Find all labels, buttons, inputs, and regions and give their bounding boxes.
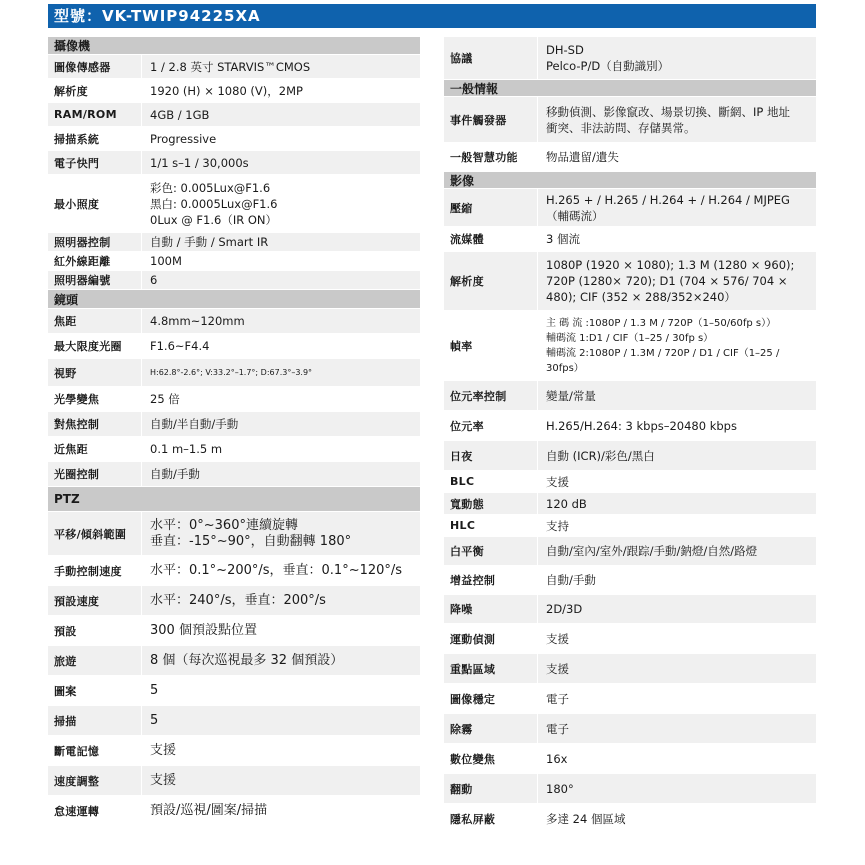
spec-value-line: 300 個預設點位置 bbox=[150, 622, 257, 638]
spec-value-line: 支援 bbox=[546, 631, 569, 646]
spec-label: HLC bbox=[444, 515, 538, 536]
spec-row bbox=[444, 684, 816, 714]
spec-label: 降噪 bbox=[444, 595, 538, 623]
section-header: 攝像機 bbox=[48, 37, 420, 55]
spec-value-line: 2D/3D bbox=[546, 602, 583, 616]
spec-value bbox=[142, 796, 420, 825]
spec-row bbox=[48, 586, 420, 616]
spec-value bbox=[142, 175, 420, 232]
spec-row bbox=[444, 566, 816, 595]
spec-value-line: 自動/室內/室外/跟踪/手動/鈉燈/自然/路燈 bbox=[546, 544, 758, 558]
spec-row bbox=[444, 311, 816, 381]
spec-column-left bbox=[48, 37, 420, 826]
spec-value-line: 16x bbox=[546, 751, 568, 766]
spec-value-line: 垂直：-15°~90°，自動翻轉 180° bbox=[150, 533, 352, 549]
spec-row bbox=[48, 151, 420, 175]
spec-value-line: 多達 24 個區域 bbox=[546, 811, 626, 826]
spec-row bbox=[444, 411, 816, 441]
spec-value bbox=[538, 441, 816, 470]
spec-value-line: 彩色: 0.005Lux@F1.6 bbox=[150, 180, 271, 195]
spec-row bbox=[444, 804, 816, 834]
spec-label: 光學變焦 bbox=[48, 387, 142, 411]
spec-row bbox=[444, 381, 816, 411]
spec-value bbox=[142, 252, 420, 270]
spec-row bbox=[48, 736, 420, 766]
spec-label: 預設 bbox=[48, 616, 142, 645]
spec-value bbox=[142, 387, 420, 411]
spec-row bbox=[48, 233, 420, 252]
spec-value-line: （輔碼流） bbox=[546, 208, 604, 223]
spec-value bbox=[538, 381, 816, 410]
spec-value-line: 8 個（每次巡視最多 32 個預設） bbox=[150, 652, 344, 668]
spec-row bbox=[48, 252, 420, 271]
spec-value-line: 支援 bbox=[150, 772, 177, 788]
spec-value-line: 水平：0.1°~200°/s，垂直：0.1°~120°/s bbox=[150, 562, 403, 578]
spec-value bbox=[538, 143, 816, 171]
spec-row bbox=[48, 359, 420, 387]
spec-value bbox=[538, 411, 816, 440]
spec-label: 光圈控制 bbox=[48, 462, 142, 486]
spec-column-right bbox=[444, 37, 816, 834]
spec-row bbox=[48, 127, 420, 151]
spec-row bbox=[444, 252, 816, 311]
spec-row bbox=[48, 387, 420, 412]
spec-value-line: 1920 (H) × 1080 (V)，2MP bbox=[150, 83, 303, 98]
spec-row bbox=[48, 412, 420, 437]
spec-value-line: 變量/常量 bbox=[546, 388, 596, 403]
spec-value-line: 720P (1280× 720); D1 (704 × 576/ 704 × bbox=[546, 274, 788, 288]
spec-label: 最大限度光圈 bbox=[48, 334, 142, 358]
spec-value bbox=[142, 359, 420, 386]
spec-value-line: 物品遺留/遺失 bbox=[546, 150, 619, 164]
spec-row bbox=[48, 646, 420, 676]
spec-value-line: 480); CIF (352 × 288/352×240） bbox=[546, 290, 736, 304]
spec-value bbox=[142, 616, 420, 645]
spec-value bbox=[538, 189, 816, 226]
spec-row bbox=[444, 774, 816, 804]
spec-label: BLC bbox=[444, 471, 538, 492]
section-header: 一般情報 bbox=[444, 80, 816, 97]
section-header: 影像 bbox=[444, 172, 816, 189]
spec-value bbox=[538, 537, 816, 565]
spec-label: 寬動態 bbox=[444, 493, 538, 514]
spec-value bbox=[142, 462, 420, 486]
spec-label: 手動控制速度 bbox=[48, 556, 142, 585]
spec-value-line: 25 倍 bbox=[150, 392, 180, 406]
spec-value-line: 自動/半自動/手動 bbox=[150, 417, 239, 431]
spec-row bbox=[48, 437, 420, 462]
spec-value bbox=[538, 714, 816, 743]
spec-value-line: 4.8mm~120mm bbox=[150, 314, 245, 328]
spec-value-line: DH-SD bbox=[546, 43, 584, 57]
spec-value-line: 5 bbox=[150, 682, 159, 698]
spec-label: 圖像傳感器 bbox=[48, 55, 142, 78]
spec-value bbox=[142, 127, 420, 150]
spec-label: 數位變焦 bbox=[444, 744, 538, 773]
spec-row bbox=[444, 441, 816, 471]
spec-value-line: 1 / 2.8 英寸 STARVIS™CMOS bbox=[150, 59, 311, 74]
spec-value-line: 120 dB bbox=[546, 496, 587, 511]
spec-row bbox=[48, 55, 420, 79]
spec-label: 事件觸發器 bbox=[444, 97, 538, 142]
spec-value bbox=[142, 334, 420, 358]
spec-value bbox=[538, 804, 816, 833]
spec-value-line: 30fps） bbox=[546, 362, 584, 374]
spec-label: 解析度 bbox=[444, 252, 538, 310]
spec-label: 最小照度 bbox=[48, 175, 142, 232]
spec-value bbox=[142, 736, 420, 765]
spec-label: 日夜 bbox=[444, 441, 538, 470]
spec-row bbox=[48, 512, 420, 556]
spec-value-line: 黑白: 0.0005Lux@F1.6 bbox=[150, 196, 278, 211]
spec-value-line: 自動/手動 bbox=[150, 467, 200, 481]
spec-value bbox=[538, 493, 816, 514]
spec-row bbox=[48, 334, 420, 359]
spec-label: 位元率 bbox=[444, 411, 538, 440]
spec-value bbox=[538, 97, 816, 142]
spec-value-line: 自動/手動 bbox=[546, 573, 596, 587]
spec-row bbox=[444, 595, 816, 624]
spec-value bbox=[538, 744, 816, 773]
spec-label: 近焦距 bbox=[48, 437, 142, 461]
spec-row bbox=[444, 37, 816, 80]
spec-row bbox=[48, 796, 420, 826]
spec-value-line: 電子 bbox=[546, 691, 569, 706]
spec-label: 一般智慧功能 bbox=[444, 143, 538, 171]
spec-label: 電子快門 bbox=[48, 151, 142, 174]
spec-value-line: 1/1 s–1 / 30,000s bbox=[150, 155, 249, 170]
spec-value bbox=[142, 412, 420, 436]
spec-value-line: 180° bbox=[546, 781, 574, 796]
spec-label: 斷電記憶 bbox=[48, 736, 142, 765]
spec-value bbox=[142, 271, 420, 289]
spec-value bbox=[538, 37, 816, 79]
spec-value bbox=[538, 624, 816, 653]
spec-row bbox=[444, 744, 816, 774]
spec-value bbox=[142, 233, 420, 251]
section-header: 鏡頭 bbox=[48, 290, 420, 309]
spec-label: 掃描 bbox=[48, 706, 142, 735]
spec-value-line: 輔碼流 2:1080P / 1.3M / 720P / D1 / CIF（1–25 / bbox=[546, 347, 780, 359]
spec-row bbox=[48, 309, 420, 334]
spec-row bbox=[48, 766, 420, 796]
spec-label: 焦距 bbox=[48, 309, 142, 333]
spec-label: 照明器控制 bbox=[48, 233, 142, 251]
spec-value-line: 6 bbox=[150, 273, 158, 287]
spec-row bbox=[444, 189, 816, 227]
spec-value bbox=[538, 311, 816, 380]
spec-row bbox=[444, 714, 816, 744]
spec-row bbox=[48, 462, 420, 487]
spec-value bbox=[538, 684, 816, 713]
spec-value-line: Progressive bbox=[150, 131, 217, 146]
spec-value-line: 水平：0°~360°連續旋轉 bbox=[150, 517, 298, 533]
spec-value-line: 預設/巡視/圖案/掃描 bbox=[150, 802, 268, 818]
spec-label: 位元率控制 bbox=[444, 381, 538, 410]
spec-value-line: 支持 bbox=[546, 518, 569, 533]
spec-label: 預設速度 bbox=[48, 586, 142, 615]
spec-label: RAM/ROM bbox=[48, 103, 142, 126]
spec-value-line: H.265/H.264: 3 kbps–20480 kbps bbox=[546, 418, 737, 433]
spec-value-line: 0Lux @ F1.6（IR ON） bbox=[150, 212, 278, 227]
spec-value bbox=[538, 774, 816, 803]
spec-value-line: F1.6~F4.4 bbox=[150, 339, 210, 353]
spec-value bbox=[538, 471, 816, 492]
spec-label: 圖像穩定 bbox=[444, 684, 538, 713]
spec-value-line: 支援 bbox=[150, 742, 177, 758]
spec-value-line: 自動 / 手動 / Smart IR bbox=[150, 235, 269, 249]
spec-value-line: 移動偵測、影像竄改、場景切換、斷網、IP 地址 bbox=[546, 104, 790, 119]
section-header: PTZ bbox=[48, 487, 420, 512]
spec-row bbox=[444, 624, 816, 654]
spec-value-line: 衝突、非法訪問、存儲異常。 bbox=[546, 120, 696, 135]
spec-label: 翻動 bbox=[444, 774, 538, 803]
spec-label: 協議 bbox=[444, 37, 538, 79]
spec-label: 增益控制 bbox=[444, 566, 538, 594]
spec-label: 重點區域 bbox=[444, 654, 538, 683]
spec-value-line: 3 個流 bbox=[546, 232, 580, 246]
spec-label: 視野 bbox=[48, 359, 142, 386]
spec-label: 紅外線距離 bbox=[48, 252, 142, 270]
spec-row bbox=[444, 515, 816, 537]
spec-value bbox=[538, 227, 816, 251]
spec-value bbox=[142, 103, 420, 126]
spec-value bbox=[538, 252, 816, 310]
model-title: 型號：VK-TWIP94225XA bbox=[48, 4, 816, 28]
spec-row bbox=[48, 676, 420, 706]
spec-row bbox=[444, 97, 816, 143]
spec-label: 隱私屏蔽 bbox=[444, 804, 538, 833]
spec-value bbox=[142, 766, 420, 795]
spec-label: 壓縮 bbox=[444, 189, 538, 226]
spec-value-line: 1080P (1920 × 1080); 1.3 M (1280 × 960); bbox=[546, 258, 795, 272]
spec-value bbox=[142, 309, 420, 333]
spec-value-line: 支援 bbox=[546, 661, 569, 676]
spec-value-line: 100M bbox=[150, 254, 182, 268]
spec-value-line: H.265 + / H.265 / H.264 + / H.264 / MJPEG bbox=[546, 192, 790, 207]
spec-label: 照明器編號 bbox=[48, 271, 142, 289]
spec-label: 流媒體 bbox=[444, 227, 538, 251]
spec-value-line: 水平：240°/s，垂直：200°/s bbox=[150, 592, 326, 608]
spec-value bbox=[142, 151, 420, 174]
spec-row bbox=[48, 79, 420, 103]
spec-value-line: H:62.8°-2.6°; V:33.2°–1.7°; D:67.3°–3.9° bbox=[150, 367, 313, 377]
spec-row bbox=[444, 471, 816, 493]
spec-label: 怠速運轉 bbox=[48, 796, 142, 825]
spec-row bbox=[48, 616, 420, 646]
spec-value-line: 0.1 m–1.5 m bbox=[150, 442, 223, 456]
spec-value bbox=[538, 515, 816, 536]
spec-row bbox=[48, 175, 420, 233]
spec-value bbox=[142, 646, 420, 675]
spec-row bbox=[444, 493, 816, 515]
spec-value-line: 支援 bbox=[546, 474, 569, 489]
spec-value bbox=[142, 79, 420, 102]
spec-value bbox=[142, 706, 420, 735]
spec-label: 白平衡 bbox=[444, 537, 538, 565]
spec-value bbox=[538, 566, 816, 594]
spec-label: 圖案 bbox=[48, 676, 142, 705]
spec-label: 除霧 bbox=[444, 714, 538, 743]
spec-value bbox=[142, 55, 420, 78]
spec-row bbox=[444, 143, 816, 172]
spec-label: 對焦控制 bbox=[48, 412, 142, 436]
spec-row bbox=[48, 103, 420, 127]
spec-row bbox=[444, 654, 816, 684]
spec-value bbox=[142, 676, 420, 705]
spec-value bbox=[142, 556, 420, 585]
spec-label: 運動偵測 bbox=[444, 624, 538, 653]
spec-label: 旅遊 bbox=[48, 646, 142, 675]
spec-value-line: 輔碼流 1:D1 / CIF（1–25 / 30fp s） bbox=[546, 332, 714, 344]
spec-row bbox=[444, 227, 816, 252]
spec-row bbox=[444, 537, 816, 566]
spec-row bbox=[48, 556, 420, 586]
spec-label: 速度調整 bbox=[48, 766, 142, 795]
spec-value-line: Pelco-P/D（自動識別） bbox=[546, 59, 670, 73]
spec-label: 解析度 bbox=[48, 79, 142, 102]
spec-value-line: 4GB / 1GB bbox=[150, 107, 210, 122]
spec-label: 平移/傾斜範圍 bbox=[48, 512, 142, 555]
spec-value bbox=[142, 437, 420, 461]
spec-label: 掃描系統 bbox=[48, 127, 142, 150]
spec-value bbox=[538, 654, 816, 683]
spec-row bbox=[48, 706, 420, 736]
spec-row bbox=[48, 271, 420, 290]
spec-value bbox=[142, 586, 420, 615]
spec-value bbox=[142, 512, 420, 555]
spec-value-line: 5 bbox=[150, 712, 159, 728]
spec-label: 幀率 bbox=[444, 311, 538, 380]
spec-value-line: 電子 bbox=[546, 721, 569, 736]
spec-value-line: 主 碼 流 :1080P / 1.3 M / 720P（1–50/60fp s）） bbox=[546, 317, 777, 329]
spec-value-line: 自動 (ICR)/彩色/黑白 bbox=[546, 448, 655, 463]
spec-value bbox=[538, 595, 816, 623]
